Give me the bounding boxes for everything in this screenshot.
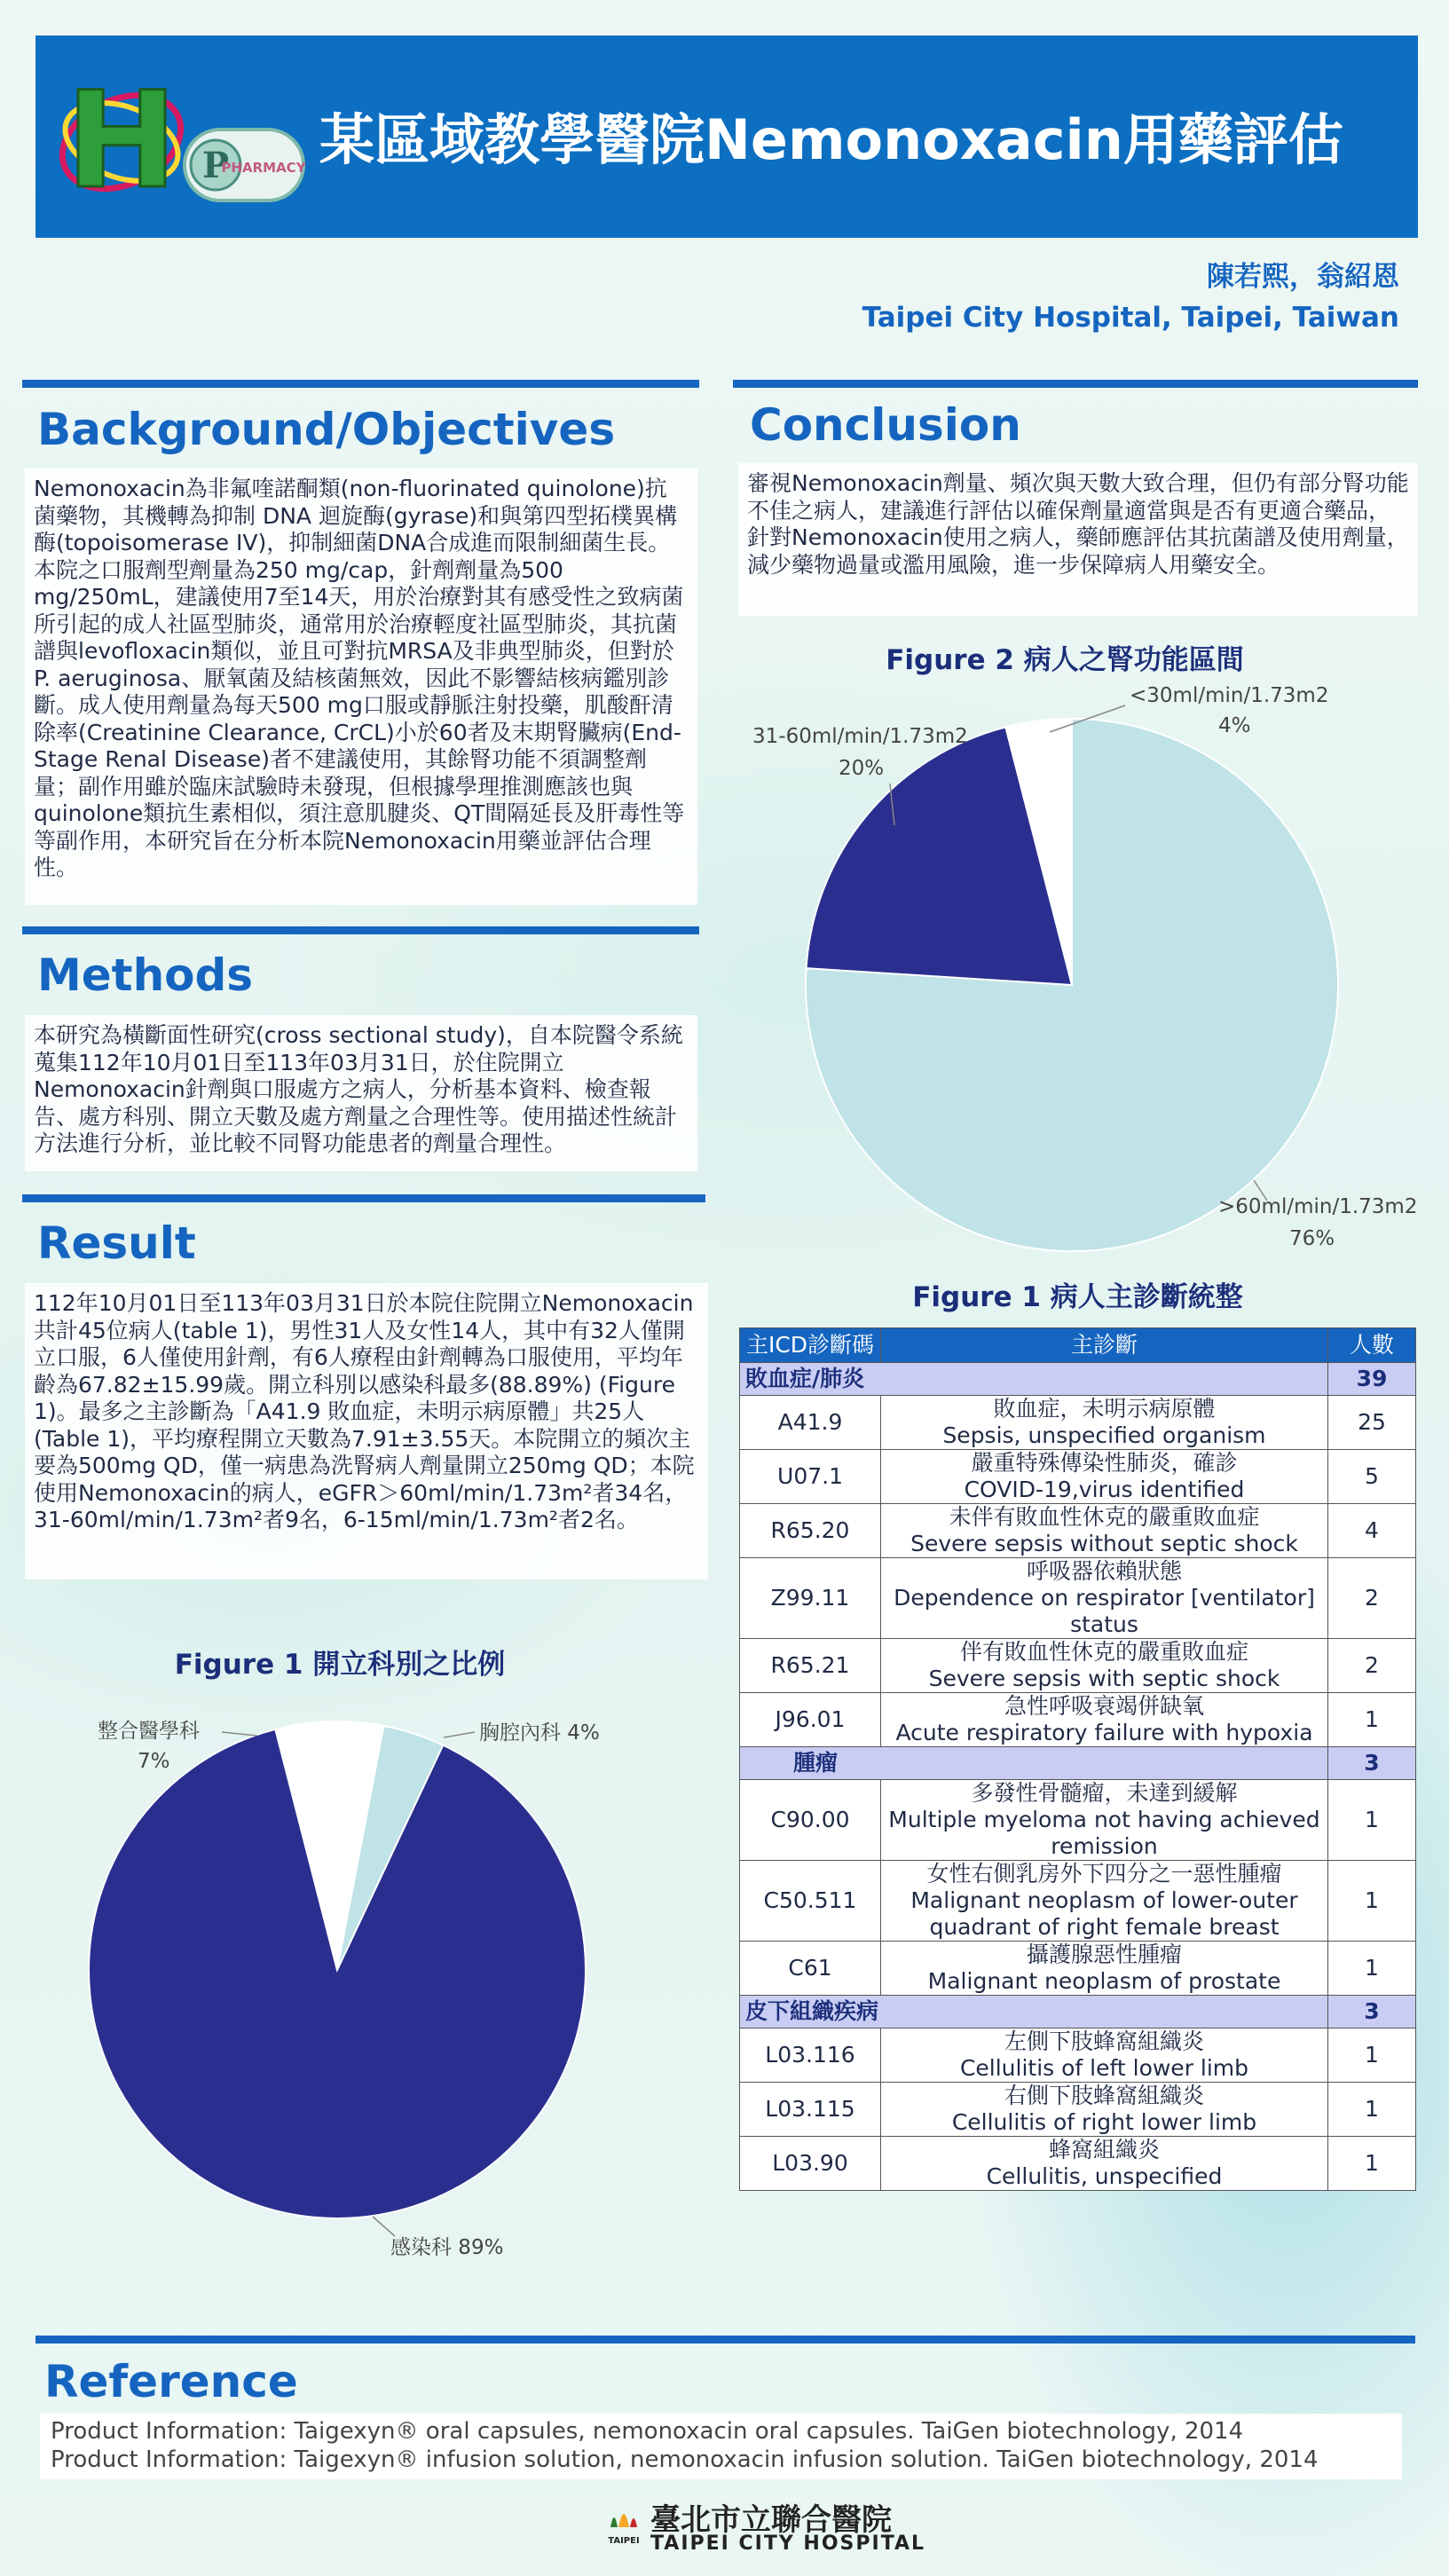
diagnosis-zh: 多發性骨髓瘤，未達到緩解 [971, 1780, 1238, 1806]
icd-code: L03.116 [740, 2029, 881, 2083]
patient-count: 1 [1328, 2083, 1416, 2137]
pie-percent: 20% [839, 757, 885, 780]
icd-code: J96.01 [740, 1693, 881, 1747]
diagnosis-en: Cellulitis of right lower limb [951, 2109, 1257, 2135]
diagnosis-zh: 未伴有敗血性休克的嚴重敗血症 [949, 1504, 1260, 1530]
pie-percent: 4% [1218, 714, 1251, 737]
svg-text:P: P [201, 145, 230, 186]
diagnosis-table-wrap [739, 1327, 1416, 2191]
diagnosis-zh: 伴有敗血性休克的嚴重敗血症 [959, 1639, 1248, 1665]
patient-count: 25 [1328, 1396, 1416, 1450]
diagnosis-cell [881, 2083, 1328, 2137]
pie-percent: 7% [138, 1750, 170, 1773]
patient-count: 4 [1328, 1504, 1416, 1558]
group-total: 3 [1328, 1747, 1416, 1780]
pharmacy-logo [182, 122, 306, 208]
diagnosis-en: Multiple myeloma not having achieved remission [888, 1807, 1320, 1859]
table-row [740, 1780, 1416, 1861]
svg-text:TAIPEI: TAIPEI [608, 2536, 640, 2546]
icd-code: A41.9 [740, 1396, 881, 1450]
figure1-title: Figure 1 開立科別之比例 [174, 1649, 506, 1681]
page-title: 某區域教學醫院Nemonoxacin用藥評估 [319, 107, 1343, 172]
icd-code: L03.115 [740, 2083, 881, 2137]
diagnosis-cell [881, 1639, 1328, 1693]
diagnosis-cell [881, 1396, 1328, 1450]
diagnosis-en: COVID-19,virus identified [964, 1477, 1245, 1502]
group-name: 皮下組織疾病 [740, 1996, 1328, 2029]
icd-code: L03.90 [740, 2137, 881, 2191]
diagnosis-cell [881, 1942, 1328, 1996]
section-divider [35, 2336, 1415, 2344]
author-names: 陳若熙，翁紹恩 [1207, 261, 1399, 293]
table-header-row [740, 1328, 1416, 1363]
diagnosis-cell [881, 1504, 1328, 1558]
methods-text: 本研究為橫斷面性研究(cross sectional study)，自本院醫令系統蒐集112年10月01日至113年03月31日，於住院開立Nemonoxacin針劑與口服處方之病人，分析基本資料、檢查報告、處方科別、開立天數及處方劑量之合理性等。使用描述性統計方法進行分析，並比較不同腎功能患者的劑量合理性。 [25, 1015, 697, 1171]
icd-code: C61 [740, 1942, 881, 1996]
svg-text:PHARMACY: PHARMACY [221, 160, 306, 176]
background-text: Nemonoxacin為非氟喹諾酮類(non-fluorinated quinolone)抗菌藥物，其機轉為抑制 DNA 迴旋酶(gyrase)和與第四型拓樸異構酶(topoisomerase IV)，抑制細菌DNA合成進而限制細菌生長。本院之口服劑型劑量為250 mg/cap，針劑劑量為500 mg/250mL，建議使用7至14天，用於治療對其有感受性之致病菌所引起的成人社區型肺炎，通常用於治療輕度社區型肺炎，其抗菌譜與levofloxacin類似，並且可對抗MRSA及非典型肺炎，但對於P. aeruginosa、厭氧菌及結核菌無效，因此不影響結核病鑑別診斷。成人使用劑量為每天500 mg口服或靜脈注射投藥，肌酸酐清除率(Creatinine Clearance, CrCL)小於60者及末期腎臟病(End-Stage Renal Disease)者不建議使用，其餘腎功能不須調整劑量；副作用雖於臨床試驗時未發現，但根據學理推測應該也與quinolone類抗生素相似，須注意肌腱炎、QT間隔延長及肝毒性等等副作用，本研究旨在分析本院Nemonoxacin用藥並評估合理性。 [25, 469, 697, 905]
table-row [740, 1504, 1416, 1558]
taipei-city-hospital-logo [603, 2497, 644, 2552]
pie-label: 整合醫學科 [98, 1720, 200, 1743]
patient-count: 1 [1328, 2137, 1416, 2191]
result-text: 112年10月01日至113年03月31日於本院住院開立Nemonoxacin共計45位病人(table 1)，男性31人及女性14人，其中有32人僅開立口服，6人僅使用針劑，有6人療程由針劑轉為口服使用，平均年齡為67.82±15.99歲。開立科別以感染科最多(88.89%) (Figure 1)。最多之主診斷為「A41.9 敗血症，未明示病原體」共25人 (Table 1)，平均療程開立天數為7.91±3.55天。本院開立的頻次主要為500mg QD，僅一病患為洗腎病人劑量開立250mg QD；本院使用Nemonoxacin的病人，eGFR＞60ml/min/1.73m²者34名，31-60ml/min/1.73m²者9名，6-15ml/min/1.73m²者2名。 [25, 1283, 708, 1579]
table-row [740, 1639, 1416, 1693]
patient-count: 1 [1328, 1861, 1416, 1942]
diagnosis-zh: 呼吸器依賴狀態 [1026, 1558, 1182, 1584]
table-row [740, 1693, 1416, 1747]
icd-code: Z99.11 [740, 1558, 881, 1639]
diagnosis-zh: 急性呼吸衰竭併缺氧 [1004, 1693, 1204, 1719]
conclusion-text: 審視Nemonoxacin劑量、頻次與天數大致合理，但仍有部分腎功能不佳之病人，建議進行評估以確保劑量適當與是否有更適合藥品，針對Nemonoxacin使用之病人，藥師應評估其抗菌譜及使用劑量，減少藥物過量或濫用風險，進一步保障病人用藥安全。 [738, 463, 1418, 616]
table-group-row [740, 1747, 1416, 1780]
patient-count: 5 [1328, 1450, 1416, 1504]
diagnosis-zh: 嚴重特殊傳染性肺炎，確診 [971, 1450, 1238, 1476]
patient-count: 2 [1328, 1639, 1416, 1693]
diagnosis-en: Cellulitis of left lower limb [959, 2055, 1249, 2081]
table-row [740, 1396, 1416, 1450]
conclusion-title: Conclusion [750, 399, 1021, 451]
svg-text:H: H [66, 64, 177, 209]
diagnosis-en: Severe sepsis without septic shock [910, 1531, 1298, 1556]
diagnosis-zh: 女性右側乳房外下四分之一惡性腫瘤 [926, 1861, 1282, 1887]
result-title: Result [37, 1217, 196, 1269]
diagnosis-en: Malignant neoplasm of prostate [927, 1968, 1281, 1994]
pie-label: >60ml/min/1.73m2 [1218, 1195, 1418, 1218]
affiliation: Taipei City Hospital, Taipei, Taiwan [862, 302, 1399, 334]
table-group-row [740, 1363, 1416, 1396]
diagnosis-cell [881, 2137, 1328, 2191]
pie-leader-line [373, 2217, 395, 2236]
reference-item: Product Information: Taigexyn® oral capsules, nemonoxacin oral capsules. TaiGen biotechnology, 2014 [51, 2418, 1244, 2445]
table-row [740, 2083, 1416, 2137]
diagnosis-cell [881, 2029, 1328, 2083]
diagnosis-cell [881, 1558, 1328, 1639]
patient-count: 1 [1328, 1780, 1416, 1861]
section-divider [733, 380, 1418, 388]
diagnosis-zh: 攝護腺惡性腫瘤 [1026, 1942, 1182, 1967]
table-row [740, 1558, 1416, 1639]
diagnosis-zh: 蜂窩組織炎 [1048, 2137, 1160, 2162]
group-total: 3 [1328, 1996, 1416, 2029]
diagnosis-en: Severe sepsis with septic shock [928, 1666, 1280, 1691]
reference-title: Reference [44, 2356, 298, 2407]
diagnosis-en: Acute respiratory failure with hypoxia [895, 1720, 1313, 1745]
pie-label: 感染科 89% [390, 2236, 504, 2259]
renal-pie-chart [739, 670, 1418, 1273]
icd-code: U07.1 [740, 1450, 881, 1504]
section-divider [22, 926, 699, 934]
diagnosis-cell [881, 1693, 1328, 1747]
col-header-diagnosis: 主診斷 [881, 1328, 1328, 1363]
diagnosis-cell [881, 1861, 1328, 1942]
diagnosis-cell [881, 1780, 1328, 1861]
diagnosis-en: Sepsis, unspecified organism [942, 1422, 1266, 1448]
methods-title: Methods [37, 949, 254, 1001]
diagnosis-en: Cellulitis, unspecified [986, 2163, 1223, 2189]
table-row [740, 2137, 1416, 2191]
icd-code: C50.511 [740, 1861, 881, 1942]
diagnosis-zh: 右側下肢蜂窩組織炎 [1004, 2083, 1204, 2108]
diagnosis-table-title: Figure 1 病人主診斷統整 [912, 1281, 1243, 1313]
pie-leader-line [444, 1732, 475, 1737]
table-row [740, 1450, 1416, 1504]
table-row [740, 1861, 1416, 1942]
department-pie-chart [0, 1686, 710, 2289]
icd-code: R65.20 [740, 1504, 881, 1558]
reference-item: Product Information: Taigexyn® infusion solution, nemonoxacin infusion solution. TaiGen biotechnology, 2014 [51, 2446, 1319, 2473]
pie-leader-line [222, 1732, 257, 1736]
patient-count: 1 [1328, 2029, 1416, 2083]
background-title: Background/Objectives [37, 404, 616, 455]
hospital-h-logo [55, 60, 188, 209]
section-divider [22, 380, 699, 388]
diagnosis-en: Malignant neoplasm of lower-outer quadrant of right female breast [910, 1887, 1298, 1940]
group-total: 39 [1328, 1363, 1416, 1396]
reference-list [40, 2414, 1402, 2479]
col-header-code: 主ICD診斷碼 [740, 1328, 881, 1363]
pie-label: 31-60ml/min/1.73m2 [752, 725, 968, 748]
col-header-count: 人數 [1328, 1328, 1416, 1363]
diagnosis-en: Dependence on respirator [ventilator] status [894, 1585, 1315, 1637]
table-group-row [740, 1996, 1416, 2029]
pie-label: 胸腔內科 4% [479, 1721, 600, 1745]
diagnosis-table [739, 1327, 1416, 2191]
patient-count: 1 [1328, 1693, 1416, 1747]
diagnosis-zh: 左側下肢蜂窩組織炎 [1004, 2029, 1204, 2054]
diagnosis-cell [881, 1450, 1328, 1504]
footer-hospital-name-zh: 臺北市立聯合醫院 [650, 2502, 892, 2538]
footer-hospital-name-en: TAIPEI CITY HOSPITAL [650, 2533, 926, 2555]
table-row [740, 1942, 1416, 1996]
group-name: 敗血症/肺炎 [740, 1363, 1328, 1396]
patient-count: 1 [1328, 1942, 1416, 1996]
patient-count: 2 [1328, 1558, 1416, 1639]
figure2-title: Figure 2 病人之腎功能區間 [886, 644, 1244, 676]
group-name: 腫瘤 [740, 1747, 1328, 1780]
table-row [740, 2029, 1416, 2083]
pie-label: <30ml/min/1.73m2 [1130, 684, 1329, 707]
icd-code: R65.21 [740, 1639, 881, 1693]
pie-percent: 76% [1289, 1227, 1335, 1250]
diagnosis-zh: 敗血症，未明示病原體 [993, 1396, 1216, 1422]
icd-code: C90.00 [740, 1780, 881, 1861]
section-divider [22, 1194, 705, 1202]
